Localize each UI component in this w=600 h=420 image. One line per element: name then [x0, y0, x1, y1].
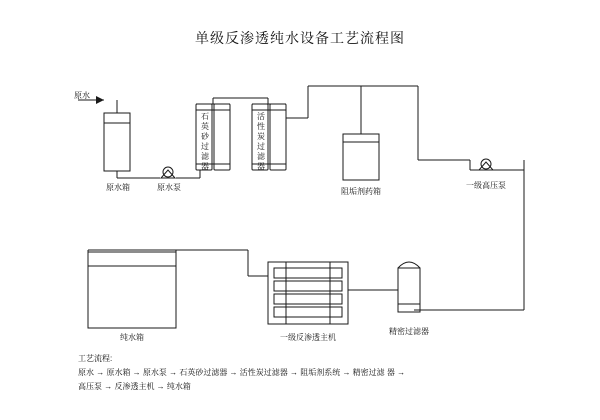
ro-frame [268, 262, 348, 324]
pure-water-tank-shape [88, 252, 176, 328]
page-title: 单级反渗透纯水设备工艺流程图 [195, 32, 405, 47]
scale-inhibitor-tank-label: 阻垢剂药箱 [341, 187, 381, 196]
ro-membrane-3 [274, 294, 342, 304]
process-flow-caption [78, 352, 408, 394]
raw-water-tank-label: 原水箱 [106, 183, 130, 192]
high-pressure-pump-label: 一级高压泵 [466, 181, 506, 190]
scale-inhibitor-tank-shape [343, 134, 379, 180]
raw-water-tank-shape [104, 113, 130, 171]
precision-filter-body [398, 268, 420, 312]
carbon-filter-vessel-label: 活性炭过滤器 [257, 112, 265, 171]
quartz-filter-vessel-label: 石英砂过滤器 [201, 112, 209, 171]
precision-filter-label: 精密过滤器 [389, 327, 429, 336]
raw-water-inlet-label: 原水 [74, 91, 90, 100]
hp-pump-body [481, 159, 491, 169]
ro-main-unit-label: 一级反渗透主机 [280, 333, 336, 342]
raw-water-pump-body [163, 167, 173, 177]
ro-membrane-2 [274, 281, 342, 291]
raw-water-pump-label: 原水泵 [157, 183, 181, 192]
carbon-vessel-2 [270, 104, 286, 170]
pure-water-tank-label: 纯水箱 [120, 333, 144, 342]
process-flow-heading: 工艺流程: [78, 354, 113, 363]
quartz-vessel-2 [214, 104, 230, 170]
ro-membrane-4 [274, 307, 342, 317]
process-flow-body: 原水 → 原水箱 → 原水泵 → 石英砂过滤器 → 活性炭过滤器 → 阻垢剂系统 → 精密过滤 器 → 高压泵 → 反渗透主机 → 纯水箱 [78, 368, 406, 391]
ro-membrane-1 [274, 268, 342, 278]
precision-filter-dome [398, 262, 420, 268]
